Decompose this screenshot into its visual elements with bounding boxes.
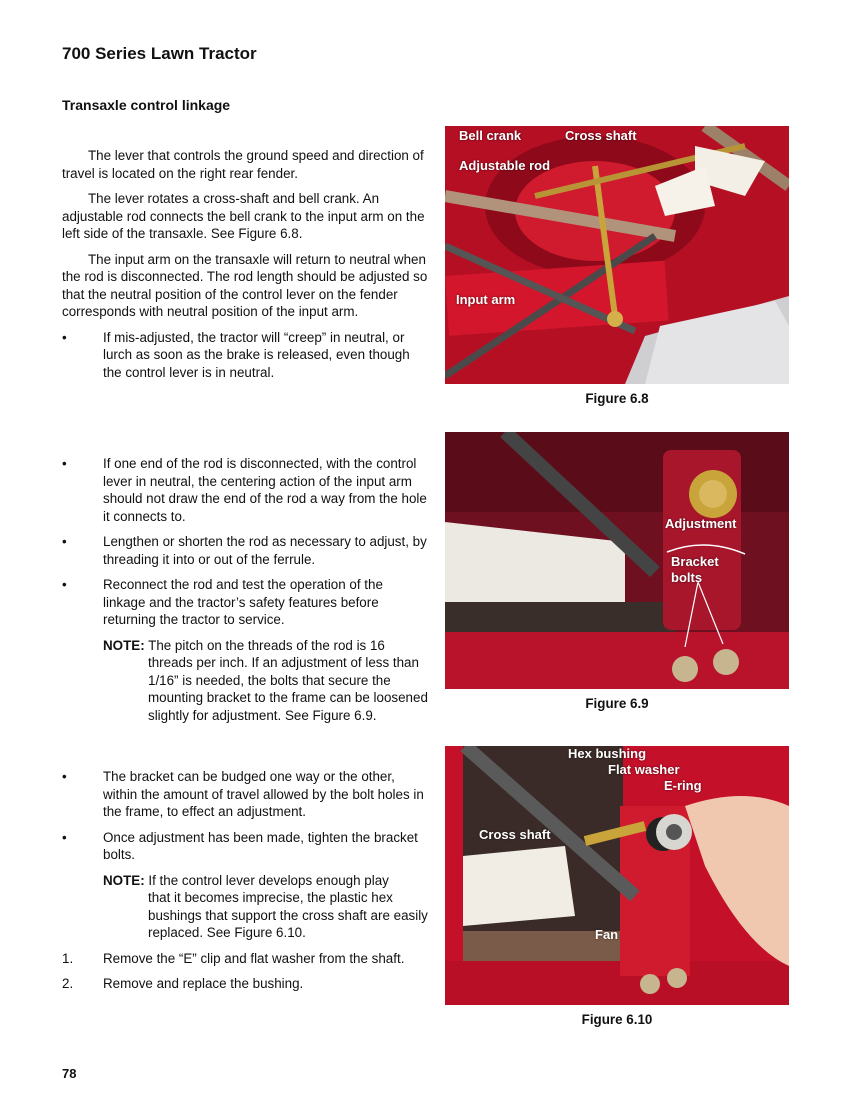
callout-bracket: Bracket: [671, 554, 719, 569]
page-title: 700 Series Lawn Tractor: [62, 44, 257, 63]
bullet-item: [62, 455, 428, 525]
bullet-text: The bracket can be budged one way or the other, within the amount of travel allowed by the bolt holes in the frame, to effect an adjustment.: [103, 769, 424, 819]
step-number: 2.: [62, 976, 74, 991]
bullet-mark: •: [62, 769, 67, 784]
callout-hex-bushing: Hex bushing: [568, 746, 647, 761]
callout-cross-shaft: Cross shaft: [479, 827, 551, 842]
figure-caption: Figure 6.10: [581, 1012, 653, 1027]
bullet-item: [62, 768, 428, 821]
bullet-item: [62, 576, 428, 629]
step-text: Remove the “E” clip and flat washer from the shaft.: [103, 950, 405, 966]
bullet-mark: •: [62, 329, 67, 345]
text-block-3: [62, 768, 428, 1001]
bullet-text: Lengthen or shorten the rod as necessary to adjust, by threading it into or out of the ferrule.: [103, 534, 427, 567]
callout-flat-washer: Flat washer: [608, 762, 680, 777]
note-label: NOTE:: [103, 872, 145, 888]
figure-caption: Figure 6.8: [585, 391, 649, 406]
note-first-line: If the control lever develops enough play: [148, 872, 389, 888]
callout-e-ring: E-ring: [664, 778, 702, 793]
callout-cross-shaft: Cross shaft: [565, 128, 637, 143]
callout-adjustment: Adjustment: [665, 516, 737, 531]
figure-caption: Figure 6.9: [585, 696, 649, 711]
paragraph: The lever rotates a cross-shaft and bell crank. An adjustable rod connects the bell crank to the input arm on the left side of the transaxle. See Figure 6.8.: [62, 191, 425, 241]
text-block-2: [62, 455, 428, 732]
section-heading: Transaxle control linkage: [62, 97, 231, 113]
step-item: [62, 950, 428, 968]
bullet-text: If one end of the rod is disconnected, with the control lever in neutral, the centering action of the input arm should not draw the end of the rod a way from the hole it connects to.: [103, 456, 427, 524]
figure-6-8: [445, 126, 789, 406]
figure-photo: [445, 746, 789, 1005]
bullet-mark: •: [62, 456, 67, 471]
text-block-1: [62, 147, 428, 389]
bracket-bolts-illustration: [445, 432, 789, 689]
page-number: 78: [62, 1066, 77, 1081]
paragraph: The input arm on the transaxle will return to neutral when the rod is disconnected. The rod length should be adjusted so that the neutral position of the control lever on the fender corresponds with neutral position of the input arm.: [62, 251, 428, 319]
callout-fan: Fan: [595, 927, 619, 942]
bullet-text: If mis-adjusted, the tractor will “creep” in neutral, or lurch as soon as the brake is released, even though the control lever is in neutral.: [103, 329, 410, 380]
figure-6-9: [445, 432, 789, 711]
callout-bell-crank: Bell crank: [459, 128, 522, 143]
bullet-mark: •: [62, 577, 67, 592]
bullet-text: Once adjustment has been made, tighten the bracket bolts.: [103, 829, 418, 862]
step-item: [62, 975, 428, 993]
callout-input-arm: Input arm: [456, 292, 516, 307]
note-text: that it becomes imprecise, the plastic hex bushings that support the cross shaft are easily replaced. See Figure 6.10.: [148, 890, 428, 940]
bullet-item: [62, 533, 428, 568]
note-text: threads per inch. If an adjustment of less than 1/16” is needed, the bolts that secure the mounting bracket to the frame can be loosened slightly for adjustment. See Figure 6.9.: [148, 655, 428, 723]
callout-adjustable-rod: Adjustable rod: [459, 158, 551, 173]
bullet-mark: •: [62, 829, 67, 845]
note-label: NOTE:: [103, 637, 145, 653]
figure-photo: [445, 432, 789, 689]
paragraph: The lever that controls the ground speed and direction of travel is located on the right rear fender.: [62, 148, 424, 181]
hex-bushing-illustration: [445, 746, 789, 1005]
step-text: Remove and replace the bushing.: [103, 976, 304, 991]
step-number: 1.: [62, 950, 74, 966]
note-block: [62, 637, 428, 725]
figure-6-10: [445, 746, 789, 1027]
callout-bolts: bolts: [671, 570, 703, 585]
bullet-text: Reconnect the rod and test the operation of the linkage and the tractor’s safety features before returning the tractor to service.: [103, 577, 383, 627]
bullet-item: [62, 829, 428, 864]
bullet-item: [62, 329, 428, 382]
bullet-mark: •: [62, 534, 67, 549]
note-first-line: The pitch on the threads of the rod is 16: [148, 637, 385, 653]
note-block: [62, 872, 428, 942]
figure-photo: [445, 126, 789, 384]
